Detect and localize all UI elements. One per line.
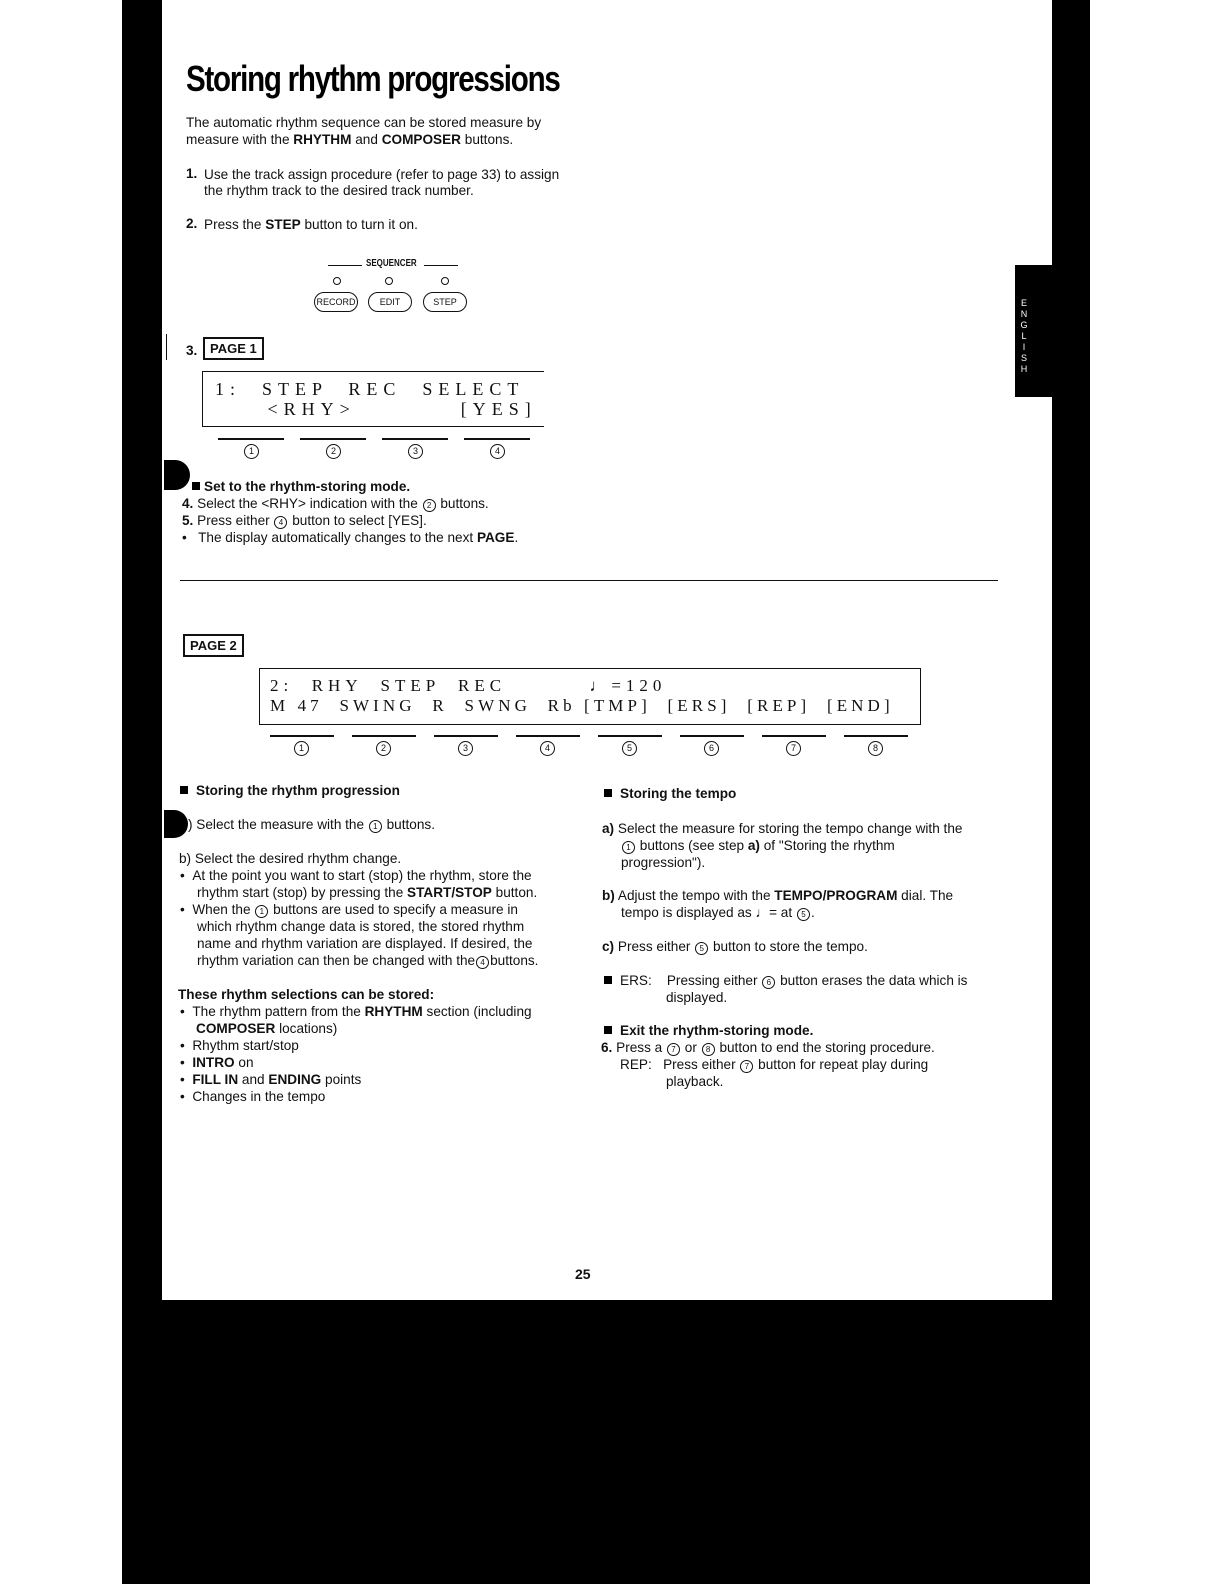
right-b-line-1: b) Adjust the tempo with the TEMPO/PROGRAM dial. The [602, 888, 954, 903]
record-led-icon [333, 277, 341, 285]
left-a: ) Select the measure with the 1 buttons. [188, 817, 435, 832]
step-4: 4. Select the <RHY> indication with the 2 buttons. [182, 496, 489, 511]
lcd-2-rule-5 [598, 735, 662, 737]
page-2-label: PAGE 2 [183, 634, 244, 657]
page-1-label: PAGE 1 [203, 337, 264, 360]
left-b: b) Select the desired rhythm change. [179, 851, 402, 866]
stored-item-5: • Changes in the tempo [180, 1089, 326, 1104]
lcd-1-button-3[interactable]: 3 [408, 444, 423, 459]
ers-line-2: displayed. [666, 990, 728, 1005]
intro-line-1: The automatic rhythm sequence can be stored measure by [186, 115, 542, 130]
lcd-2-rule-6 [680, 735, 744, 737]
lcd-1-line-2: <RHY> [YES] [215, 399, 537, 419]
bottom-border [122, 1300, 1090, 1584]
edit-button[interactable]: EDIT [368, 292, 412, 312]
lcd-2-button-5[interactable]: 5 [622, 741, 637, 756]
setmode-heading: Set to the rhythm-storing mode. [192, 478, 410, 495]
exit-heading: Exit the rhythm-storing mode. [604, 1022, 813, 1039]
sequencer-rule-right [424, 265, 458, 266]
step-3-number: 3. [186, 343, 198, 358]
lcd-display-2 [259, 668, 921, 725]
lcd-2-rule-3 [434, 735, 498, 737]
right-a-line-2: 1 buttons (see step a) of "Storing the rhythm [621, 837, 895, 854]
right-a-line-3: progression"). [621, 855, 706, 870]
right-a-line-1: a) Select the measure for storing the tempo change with the [602, 821, 963, 836]
language-tab-label: E N G L I S H [1020, 298, 1028, 374]
step-2-text: Press the STEP button to turn it on. [204, 217, 418, 232]
left-heading: Storing the rhythm progression [180, 782, 400, 799]
button-1-icon: 1 [255, 905, 268, 918]
button-1-icon: 1 [622, 841, 635, 854]
lcd-1-line-1: 1: STEP REC SELECT [215, 379, 525, 399]
stored-item-1-line-2: COMPOSER locations) [196, 1021, 338, 1036]
right-heading: Storing the tempo [604, 785, 736, 802]
left-b-bullet-2-line-1: • When the 1 buttons are used to specify a measure in [180, 902, 518, 917]
button-5-icon: 5 [695, 942, 708, 955]
binder-hole-2 [164, 810, 188, 838]
button-2-icon: 2 [423, 499, 436, 512]
stored-item-1: • The rhythm pattern from the RHYTHM section (including [180, 1004, 532, 1019]
stored-heading: These rhythm selections can be stored: [178, 987, 435, 1002]
lcd-2-rule-2 [352, 735, 416, 737]
right-b-line-2: tempo is displayed as ♩= at 5 . [621, 905, 815, 920]
record-button[interactable]: RECORD [314, 292, 358, 312]
lcd-1-button-1[interactable]: 1 [244, 444, 259, 459]
button-7-icon: 7 [740, 1060, 753, 1073]
lcd-2-button-3[interactable]: 3 [458, 741, 473, 756]
button-8-icon: 8 [702, 1043, 715, 1056]
button-4-icon: 4 [274, 516, 287, 529]
left-b-bullet-2-line-4: rhythm variation can then be changed with the 4 buttons. [197, 953, 539, 968]
edit-led-icon [385, 277, 393, 285]
sequencer-label: SEQUENCER [366, 258, 417, 269]
lcd-2-rule-8 [844, 735, 908, 737]
button-6-icon: 6 [762, 976, 775, 989]
button-7-icon: 7 [667, 1043, 680, 1056]
left-b-bullet-2-line-2: which rhythm change data is stored, the stored rhythm [197, 919, 525, 934]
left-b-bullet-1-line-2: rhythm start (stop) by pressing the START/STOP button. [197, 885, 538, 900]
button-4-icon: 4 [476, 956, 489, 969]
stored-item-4: • FILL IN and ENDING points [180, 1072, 362, 1087]
page-title: Storing rhythm progressions [186, 58, 560, 99]
margin-mark [166, 334, 167, 360]
lcd-display-1 [202, 371, 544, 427]
page-number: 25 [575, 1266, 591, 1282]
ers-line-1: ERS: Pressing either 6 button erases the data which is [604, 972, 967, 989]
step-button[interactable]: STEP [423, 292, 467, 312]
lcd-1-button-4[interactable]: 4 [490, 444, 505, 459]
lcd-2-line-2: M 47 SWING R SWNG Rb [TMP] [ERS] [REP] [END] [270, 696, 894, 715]
button-1-icon: 1 [369, 820, 382, 833]
lcd-2-button-6[interactable]: 6 [704, 741, 719, 756]
stored-item-2: • Rhythm start/stop [180, 1038, 299, 1053]
lcd-2-rule-1 [270, 735, 334, 737]
stored-item-3: • INTRO on [180, 1055, 254, 1070]
binder-hole-1 [164, 460, 190, 490]
lcd-2-rule-7 [762, 735, 826, 737]
lcd-1-rule-3 [382, 438, 448, 440]
left-b-bullet-2-line-3: name and rhythm variation are displayed. If desired, the [197, 936, 533, 951]
lcd-2-button-2[interactable]: 2 [376, 741, 391, 756]
step-1-number: 1. [186, 166, 198, 181]
lcd-1-button-2[interactable]: 2 [326, 444, 341, 459]
lcd-1-rule-2 [300, 438, 366, 440]
lcd-1-rule-4 [464, 438, 530, 440]
rep-line-1: REP: Press either 7 button for repeat play during [620, 1057, 929, 1072]
lcd-2-button-1[interactable]: 1 [294, 741, 309, 756]
lcd-2-button-8[interactable]: 8 [868, 741, 883, 756]
rep-line-2: playback. [666, 1074, 724, 1089]
step-1-line-2: the rhythm track to the desired track number. [204, 183, 474, 198]
lcd-2-line-1: 2: RHY STEP REC ♩=120 [270, 676, 667, 695]
setmode-bullet: • The display automatically changes to the next PAGE. [182, 530, 519, 545]
right-c: c) Press either 5 button to store the tempo. [602, 939, 868, 954]
intro-line-2: measure with the RHYTHM and COMPOSER buttons. [186, 132, 514, 147]
step-6: 6. Press a 7 or 8 button to end the storing procedure. [601, 1040, 935, 1055]
lcd-2-button-4[interactable]: 4 [540, 741, 555, 756]
lcd-2-rule-4 [516, 735, 580, 737]
sequencer-rule-left [328, 265, 362, 266]
section-divider [180, 580, 998, 581]
button-5-icon: 5 [797, 908, 810, 921]
lcd-2-button-7[interactable]: 7 [786, 741, 801, 756]
left-b-bullet-1-line-1: • At the point you want to start (stop) the rhythm, store the [180, 868, 532, 883]
lcd-1-rule-1 [218, 438, 284, 440]
step-led-icon [441, 277, 449, 285]
step-2-number: 2. [186, 216, 198, 231]
step-5: 5. Press either 4 button to select [YES]. [182, 513, 427, 528]
step-1-line-1: Use the track assign procedure (refer to page 33) to assign [204, 167, 560, 182]
